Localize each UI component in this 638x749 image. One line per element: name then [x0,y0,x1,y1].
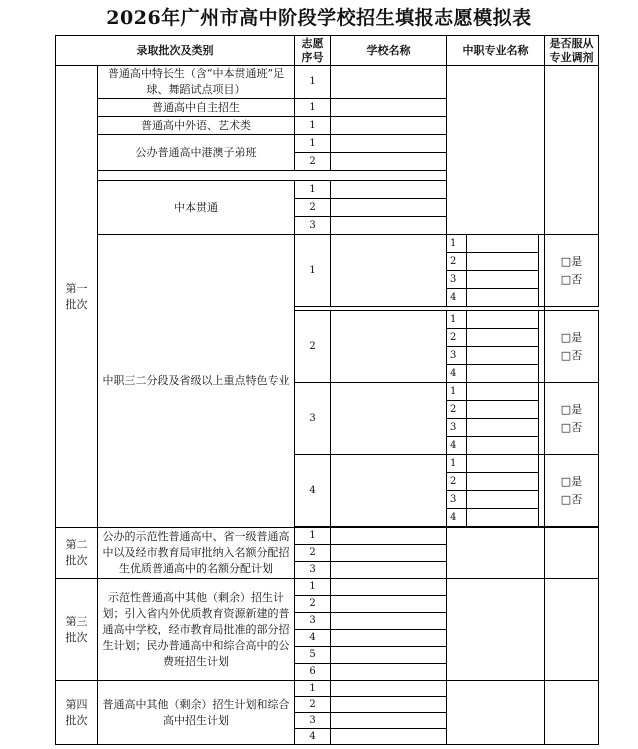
adjust-yes-checkbox[interactable]: □是 [560,402,583,416]
adjust-options [545,455,599,527]
batch2-label [56,528,98,579]
order-number: 2 [295,697,331,713]
school-name-cell[interactable] [331,235,447,307]
batch4-label [56,681,98,745]
school-name-cell[interactable] [331,613,447,630]
adjust-no-checkbox[interactable]: □否 [560,272,583,286]
order-number: 2 [295,199,331,217]
major-name-cell[interactable] [467,329,539,347]
school-name-cell[interactable] [331,681,447,697]
order-number: 1 [295,117,331,135]
order-number: 1 [295,579,331,596]
major-sub-number: 1 [447,235,467,253]
header-order [295,36,331,66]
major-sub-number: 1 [447,311,467,329]
batch4-label-line1: 第四 [65,697,88,711]
category-batch2: 公办的示范性普通高中、省一级普通高中以及经市教育局审批纳入名额分配招生优质普通高中的名额分配计划 [98,528,295,579]
major-sub-number: 4 [447,509,467,527]
order-number: 4 [295,729,331,745]
order-number: 1 [295,235,331,307]
order-number: 4 [295,455,331,527]
order-number: 3 [295,613,331,630]
major-sub-number: 4 [447,437,467,455]
major-sub-number: 4 [447,365,467,383]
major-sub-number: 1 [447,455,467,473]
major-cell-empty [447,579,545,681]
category-batch3: 示范性普通高中其他（剩余）招生计划；引入省内外优质教育资源新建的普通高中学校，经市教育局批准的部分招生计划；民办普通高中和综合高中的公费班招生计划 [98,579,295,681]
major-sub-number: 2 [447,329,467,347]
category-three-two: 中职三二分段及省级以上重点特色专业 [98,235,295,528]
school-name-cell[interactable] [331,630,447,647]
school-name-cell[interactable] [331,217,447,235]
school-name-cell[interactable] [331,383,447,455]
school-name-cell[interactable] [331,199,447,217]
batch3-label [56,579,98,681]
order-number: 2 [295,311,331,383]
adjust-no-checkbox[interactable]: □否 [560,348,583,362]
category-batch4: 普通高中其他（剩余）招生计划和综合高中招生计划 [98,681,295,745]
category-hk-macau: 公办普通高中港澳子弟班 [98,135,295,171]
header-category: 录取批次及类别 [56,36,295,66]
major-name-cell[interactable] [467,383,539,401]
header-order-line2: 序号 [301,50,324,64]
major-name-cell[interactable] [467,253,539,271]
order-number: 1 [295,99,331,117]
adjust-no-checkbox[interactable]: □否 [560,420,583,434]
batch1-label-line2: 批次 [65,297,88,311]
major-sub-number: 1 [447,383,467,401]
major-name-cell[interactable] [467,271,539,289]
major-sub-number: 3 [447,419,467,437]
category-zhongben: 中本贯通 [98,181,295,235]
adjust-no-checkbox[interactable]: □否 [560,492,583,506]
batch3-label-line1: 第三 [65,614,88,628]
header-adjust [545,36,599,66]
school-name-cell[interactable] [331,579,447,596]
school-name-cell[interactable] [331,135,447,153]
order-number: 1 [295,181,331,199]
order-number: 5 [295,647,331,664]
category-independent: 普通高中自主招生 [98,99,295,117]
major-name-cell[interactable] [467,311,539,329]
school-name-cell[interactable] [331,596,447,613]
order-number: 6 [295,664,331,681]
school-name-cell[interactable] [331,528,447,545]
major-name-cell[interactable] [467,509,539,527]
order-number: 3 [295,713,331,729]
batch1-label [56,66,98,528]
order-number: 1 [295,66,331,99]
major-sub-number: 2 [447,253,467,271]
major-name-cell[interactable] [467,419,539,437]
order-number: 3 [295,383,331,455]
batch2-label-line2: 批次 [65,554,88,567]
major-name-cell[interactable] [467,365,539,383]
adjust-yes-checkbox[interactable]: □是 [560,474,583,488]
major-cell-empty [447,66,545,235]
major-name-cell[interactable] [467,491,539,509]
major-sub-number: 3 [447,271,467,289]
school-name-cell[interactable] [331,153,447,171]
major-sub-number: 2 [447,473,467,491]
major-name-cell[interactable] [467,289,539,307]
header-school: 学校名称 [331,36,447,66]
major-name-cell[interactable] [467,455,539,473]
order-number: 1 [295,681,331,697]
major-name-cell[interactable] [467,437,539,455]
school-name-cell[interactable] [331,181,447,199]
adjust-cell-empty [545,579,599,681]
adjust-options [545,235,599,307]
major-name-cell[interactable] [467,235,539,253]
school-name-cell[interactable] [331,117,447,135]
major-name-cell[interactable] [467,401,539,419]
school-name-cell[interactable] [331,311,447,383]
volunteer-table [55,35,599,745]
adjust-options [545,383,599,455]
school-name-cell[interactable] [331,713,447,729]
adjust-cell-empty [545,681,599,745]
major-sub-number: 3 [447,347,467,365]
school-name-cell[interactable] [331,729,447,745]
adjust-cell-empty [545,66,599,235]
major-sub-number: 3 [447,491,467,509]
header-major: 中职专业名称 [447,36,545,66]
order-number: 1 [295,135,331,153]
order-number: 2 [295,153,331,171]
school-name-cell[interactable] [331,664,447,681]
adjust-yes-checkbox[interactable]: □是 [560,330,583,344]
adjust-options [545,311,599,383]
major-sub-number: 2 [447,401,467,419]
school-name-cell[interactable] [331,66,447,99]
major-cell-empty [447,528,545,579]
order-number: 2 [295,545,331,562]
order-number: 4 [295,630,331,647]
category-specialty: 普通高中特长生（含“中本贯通班”足球、舞蹈试点项目） [98,66,295,99]
batch2-label-line1: 第二 [65,538,88,551]
header-order-line1: 志愿 [301,36,324,50]
school-name-cell[interactable] [331,647,447,664]
batch1-label-line1: 第一 [65,281,88,295]
adjust-yes-checkbox[interactable]: □是 [560,254,583,268]
batch3-label-line2: 批次 [65,630,88,644]
major-sub-number: 4 [447,289,467,307]
order-number: 3 [295,562,331,579]
adjust-cell-empty [545,528,599,579]
batch4-label-line2: 批次 [65,713,88,727]
school-name-cell[interactable] [331,562,447,579]
category-foreign-arts: 普通高中外语、艺术类 [98,117,295,135]
major-name-cell[interactable] [467,347,539,365]
major-name-cell[interactable] [467,473,539,491]
order-number: 1 [295,528,331,545]
order-number: 3 [295,217,331,235]
page-title: 2026年广州市高中阶段学校招生填报志愿模拟表 [106,7,532,29]
header-adjust-line1: 是否服从 [549,36,594,50]
school-name-cell[interactable] [331,697,447,713]
school-name-cell[interactable] [331,99,447,117]
order-number: 2 [295,596,331,613]
header-adjust-line2: 专业调剂 [549,50,594,64]
school-name-cell[interactable] [331,545,447,562]
spacer-row [98,171,447,181]
major-cell-empty [447,681,545,745]
school-name-cell[interactable] [331,455,447,527]
